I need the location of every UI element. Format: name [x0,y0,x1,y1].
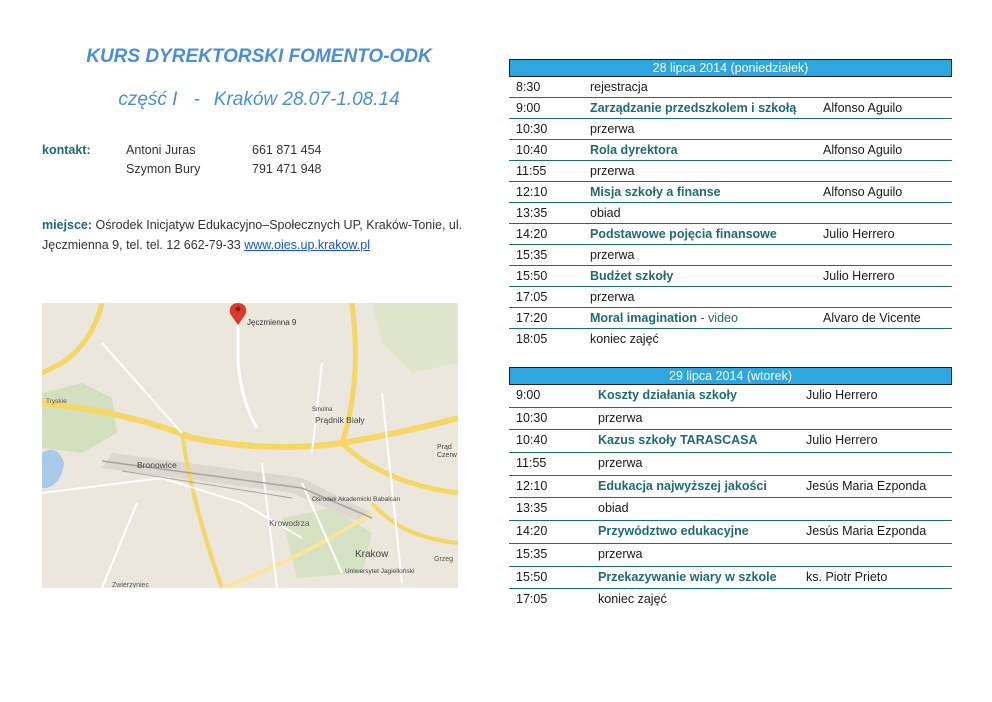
session-time: 15:50 [516,269,548,283]
day1-rows [509,77,952,350]
session-topic-text: rejestracja [590,80,648,94]
session-time: 15:35 [516,546,548,561]
session-topic-text: przerwa [590,164,635,178]
schedule-row [509,589,952,612]
schedule-row [509,140,952,161]
course-part: część I [118,89,178,110]
session-topic-text: Kazus szkoły TARASCASA [598,433,758,448]
contact-person [126,143,322,157]
schedule-day1 [509,59,952,350]
session-speaker: Alfonso Aguilo [823,185,903,199]
session-speaker: Alfonso Aguilo [823,143,903,157]
session-time: 11:55 [516,456,547,471]
session-time: 10:30 [516,410,548,425]
course-subtitle [42,89,476,111]
session-topic-text: obiad [590,206,621,220]
session-topic [598,498,629,519]
session-time: 14:20 [516,524,548,539]
session-speaker: Julio Herrero [806,433,878,448]
session-topic [590,329,659,349]
session-topic-text: Przekazywanie wiary w szkole [598,569,777,584]
contact-name: Antoni Juras [126,143,196,157]
schedule-row [509,567,952,590]
session-topic-text: przerwa [598,546,643,561]
session-time: 10:40 [516,433,548,448]
session-speaker: Julio Herrero [823,227,895,241]
session-time: 11:55 [516,164,547,178]
map-label-bronowice: Bronowice [137,460,177,470]
contact-label: kontakt: [42,143,91,157]
session-topic [590,182,721,202]
venue-label: miejsce: [42,218,93,232]
session-topic-text: przerwa [598,456,643,471]
map-label-zwierzyniec: Zwierzyniec [112,582,149,588]
session-topic [590,203,621,223]
location-map[interactable] [42,303,458,588]
session-topic [590,140,678,160]
schedule-row [509,224,952,245]
info-panel [42,0,462,702]
contact-name: Szymon Bury [126,162,201,176]
session-time: 17:05 [516,592,548,607]
session-topic [590,308,738,328]
session-topic-text: koniec zajęć [598,592,667,607]
contact-phone: 791 471 948 [252,162,322,176]
session-time: 15:50 [516,569,548,584]
day1-heading: 28 lipca 2014 (poniedziałek) [509,59,952,77]
session-time: 14:20 [516,227,548,241]
session-topic [590,287,634,307]
session-topic-text: Moral imagination [590,311,697,325]
map-pin-label: Jęczmienna 9 [247,318,297,327]
map-label-uniwersytet: Uniwersytet Jagielloński [345,568,415,575]
schedule-row [509,266,952,287]
session-topic [598,453,642,474]
schedule-row [509,308,952,329]
session-time: 8:30 [516,80,541,94]
session-topic [598,476,767,497]
session-time: 9:00 [516,101,541,115]
session-topic-extra: - video [696,311,738,325]
session-topic [590,245,634,265]
schedule-row [509,498,952,521]
schedule-row [509,182,952,203]
schedule-row [509,329,952,350]
schedule-row [509,77,952,98]
session-time: 15:35 [516,248,548,262]
schedule-row [509,287,952,308]
schedule-row [509,476,952,499]
schedule-row [509,521,952,544]
session-topic-text: Budżet szkoły [590,269,674,283]
session-topic-text: Edukacja najwyższej jakości [598,478,767,493]
session-topic-text: przerwa [590,122,635,136]
session-topic [590,77,648,97]
session-topic [590,161,634,181]
session-topic [590,224,777,244]
schedule-day2 [509,367,952,612]
session-topic-text: Misja szkoły a finanse [590,185,721,199]
map-label-krowodrza: Krowodrza [269,518,310,528]
session-speaker: Julio Herrero [823,269,895,283]
schedule-row [509,161,952,182]
session-time: 13:35 [516,206,548,220]
map-graphic [42,303,458,588]
map-label-czerwony: Prąd Czerw [437,444,457,459]
day2-heading: 29 lipca 2014 (wtorek) [509,367,952,385]
map-label-pradnik: Prądnik Biały [315,415,365,425]
session-topic [598,430,758,451]
map-label-tryskie: Tryskie [46,398,67,405]
session-speaker: Jesús Maria Ezponda [806,478,927,493]
day2-rows [509,385,952,612]
session-topic [590,119,634,139]
session-speaker: Alvaro de Vicente [823,311,921,325]
session-speaker: Jesús Maria Ezponda [806,524,927,539]
session-topic [598,385,737,406]
schedule-row [509,544,952,567]
map-label-osrodek: Ośrodek Akademicki Babalcan [312,496,401,503]
session-time: 17:20 [516,311,548,325]
session-topic [590,266,673,286]
session-speaker: Julio Herrero [806,388,878,402]
schedule-row [509,453,952,476]
session-topic-text: Zarządzanie przedszkolem i szkołą [590,101,797,115]
schedule-row [509,385,952,408]
schedule-row [509,119,952,140]
schedule-row [509,203,952,224]
schedule-row [509,408,952,431]
subtitle-dash: - [193,89,200,110]
venue-text: Ośrodek Inicjatyw Edukacyjno–Społecznych UP, Kraków-Tonie, ul. Jęczmienna 9, tel. tel. 12 662-79-33 [42,218,463,252]
session-topic [590,98,796,118]
venue-info [42,215,472,255]
session-time: 18:05 [516,332,548,346]
session-topic-text: przerwa [598,410,643,425]
session-speaker: Alfonso Aguilo [823,101,903,115]
course-title: KURS DYREKTORSKI FOMENTO-ODK [86,46,432,67]
session-topic-text: przerwa [590,248,635,262]
schedule-row [509,98,952,119]
session-time: 10:40 [516,143,548,157]
contact-phone: 661 871 454 [252,143,322,157]
session-topic [598,521,749,542]
session-time: 13:35 [516,501,548,516]
session-topic-text: koniec zajęć [590,332,659,346]
schedule-row [509,245,952,266]
session-time: 12:10 [516,185,548,199]
session-topic [598,589,667,610]
session-time: 12:10 [516,478,548,493]
course-location-dates: Kraków 28.07-1.08.14 [213,89,400,110]
session-time: 17:05 [516,290,548,304]
session-topic-text: Koszty działania szkoły [598,388,737,402]
session-speaker: ks. Piotr Prieto [806,569,888,584]
session-topic-text: Przywództwo edukacyjne [598,524,749,539]
session-time: 9:00 [516,388,541,402]
session-topic-text: obiad [598,501,629,516]
session-topic [598,567,777,588]
map-label-krakow: Krakow [355,549,389,560]
session-topic [598,544,642,565]
map-label-grzeg: Grzeg [434,556,454,563]
contact-person [126,162,322,176]
session-topic-text: Rola dyrektora [590,143,678,157]
session-topic [598,408,642,429]
session-topic-text: przerwa [590,290,635,304]
session-time: 10:30 [516,122,548,136]
venue-website-link[interactable]: www.oies.up.krakow.pl [244,238,370,252]
session-topic-text: Podstawowe pojęcia finansowe [590,227,777,241]
schedule-row [509,430,952,453]
map-label-smolna: Smolna [312,407,333,413]
